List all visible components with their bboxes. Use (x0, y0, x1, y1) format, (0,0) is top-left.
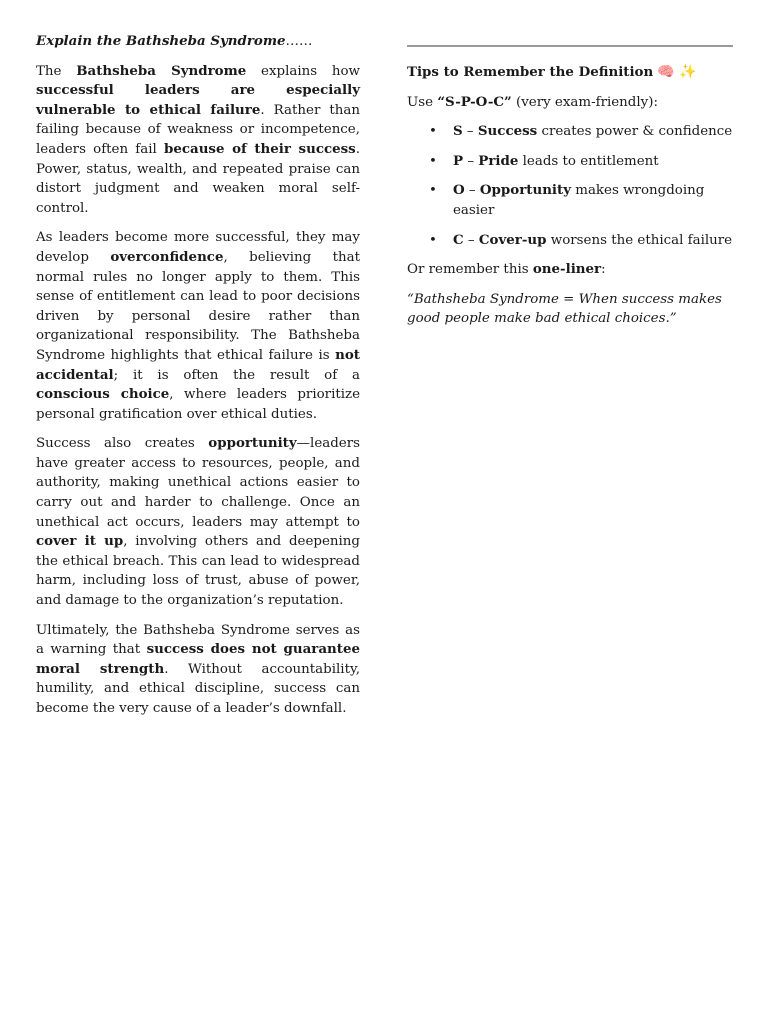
p1-text-2: explains how (246, 63, 360, 79)
section-divider (407, 45, 733, 47)
item-keyword: Opportunity (479, 182, 571, 199)
p3-bold-1: opportunity (208, 435, 297, 452)
item-letter: P (453, 152, 464, 169)
p2-text-4: , where leaders prioritize personal gratification over ethical duties. (36, 387, 360, 422)
paragraph-3 (36, 434, 360, 610)
essay-title (36, 32, 360, 52)
p1-bold-3: because of their success (163, 140, 356, 157)
p1-text-3: . Rather than failing because of weakness or incompetence, leaders often fail (36, 102, 360, 157)
brain-sparkles-icon: 🧠 ✨ (657, 64, 697, 80)
item-keyword: Success (477, 123, 538, 140)
p2-text-1: As leaders become more successful, they may develop (36, 230, 360, 265)
item-keyword: Cover-up (478, 231, 547, 248)
spoc-list (407, 122, 733, 250)
one-liner-intro-post: : (601, 262, 606, 278)
list-item (407, 181, 733, 220)
tips-heading (407, 63, 733, 83)
left-column (36, 32, 360, 729)
item-dash: – (463, 153, 479, 169)
p4-text-2: . Without accountability, humility, and ethical discipline, success can become the very cause of a leader’s downfall. (36, 661, 360, 716)
mnemonic-intro (407, 93, 733, 113)
p1-text-4: . Power, status, wealth, and repeated praise can distort judgment and weaken moral self-control. (36, 141, 360, 216)
tips-heading-text: Tips to Remember the Definition (407, 64, 654, 80)
paragraph-2 (36, 228, 360, 424)
item-dash: – (463, 232, 479, 248)
one-liner-intro (407, 260, 733, 280)
p4-bold-1: success does not guarantee moral strength (36, 641, 360, 677)
one-liner-label: one-liner (532, 261, 602, 278)
item-dash: – (464, 183, 480, 199)
p2-text-2: , believing that normal rules no longer apply to them. This sense of entitlement can lead to poor decisions driven by personal desire rather than organizational responsibility. The Bathsheba Syndrome highlights that ethical failure is (36, 249, 360, 363)
p1-text-1: The (36, 63, 77, 79)
bullet-icon: • (429, 124, 437, 140)
item-description: leads to entitlement (518, 153, 659, 169)
p3-text-1: Success also creates (36, 436, 209, 452)
right-column (407, 45, 733, 329)
p3-bold-2: cover it up (36, 533, 124, 550)
essay-title-text: Explain the Bathsheba Syndrome (36, 33, 286, 49)
bullet-icon: • (429, 183, 437, 199)
item-description: worsens the ethical failure (546, 232, 733, 248)
list-item (407, 122, 733, 142)
mnemonic-intro-pre: Use (407, 94, 438, 110)
paragraph-1 (36, 62, 360, 219)
list-item (407, 152, 733, 172)
list-item (407, 231, 733, 251)
bullet-icon: • (429, 232, 437, 248)
item-dash: – (462, 124, 478, 140)
mnemonic-intro-post: (very exam-friendly): (511, 94, 658, 110)
p2-bold-3: conscious choice (36, 386, 170, 403)
one-liner-intro-pre: Or remember this (407, 262, 533, 278)
p3-text-2: —leaders have greater access to resources, people, and authority, making unethical actions easier to carry out and harder to challenge. Once an unethical act occurs, leaders may attempt to (36, 436, 360, 530)
p1-bold-2: successful leaders are especially vulnerable to ethical failure (36, 82, 360, 118)
p4-text-1: Ultimately, the Bathsheba Syndrome serves as a warning that (36, 622, 360, 658)
item-description: creates power & confidence (537, 124, 733, 140)
bullet-icon: • (429, 153, 437, 169)
paragraph-4 (36, 621, 360, 719)
item-letter: S (453, 123, 463, 140)
one-liner-quote: “Bathsheba Syndrome = When success makes good people make bad ethical choices.” (407, 291, 722, 327)
essay-title-ellipsis: …… (285, 34, 313, 49)
mnemonic-acronym: “S-P-O-C” (437, 93, 512, 110)
p2-bold-2: not accidental (36, 346, 360, 383)
p2-text-3: ; it is often the result of a (113, 367, 360, 383)
item-letter: C (453, 231, 464, 248)
p3-text-3: , involving others and deepening the ethical breach. This can lead to widespread harm, including loss of trust, abuse of power, and damage to the organization’s reputation. (36, 534, 360, 609)
item-description: makes wrongdoing easier (453, 183, 705, 218)
p2-bold-1: overconfidence (110, 248, 224, 265)
item-keyword: Pride (478, 152, 519, 169)
item-letter: O (453, 182, 465, 199)
p1-bold-1: Bathsheba Syndrome (76, 62, 247, 79)
